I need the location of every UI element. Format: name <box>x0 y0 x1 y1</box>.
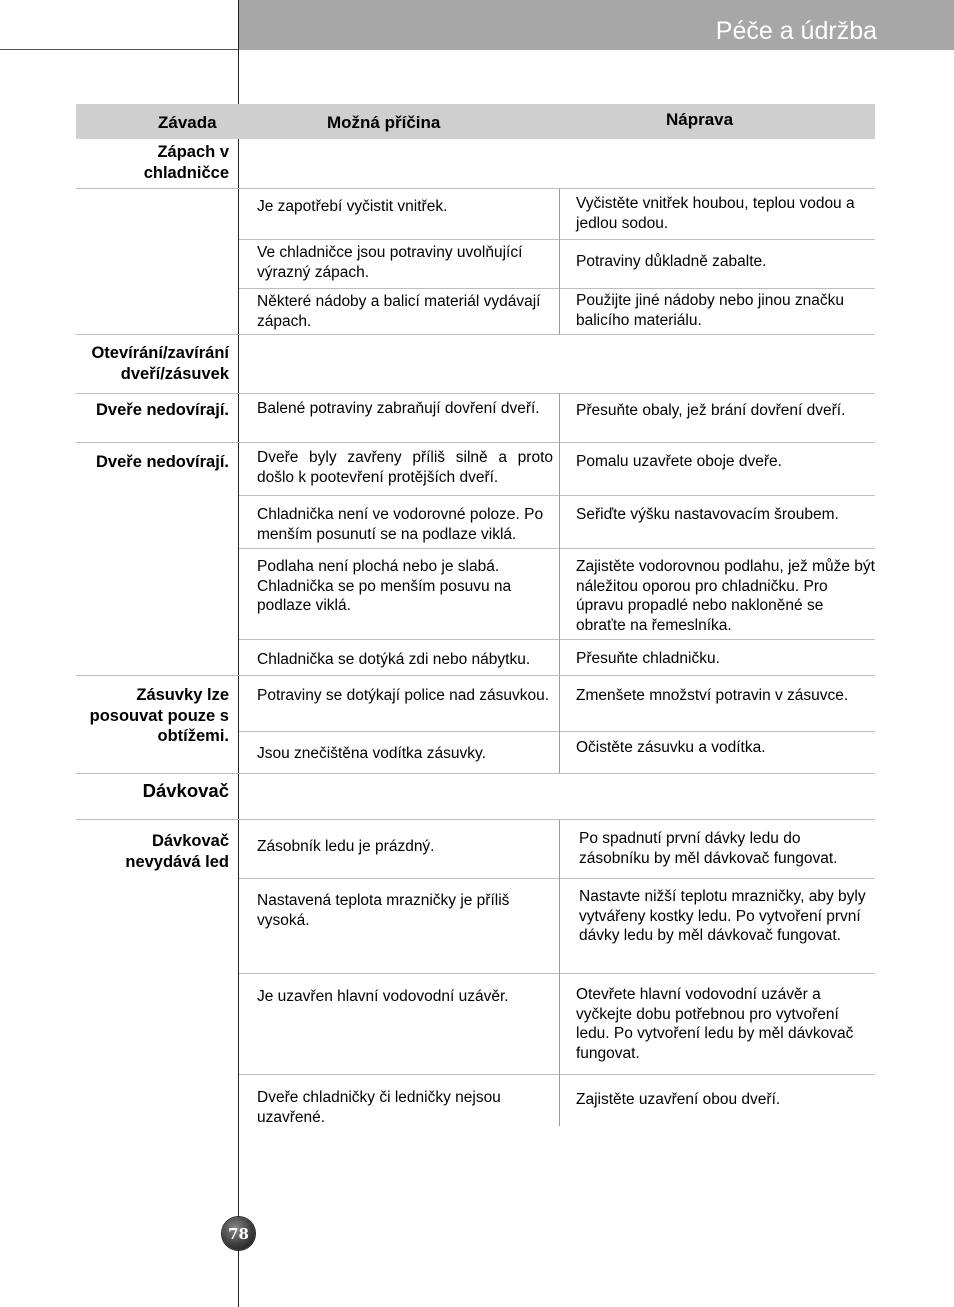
cause-cell: Chladnička se dotýká zdi nebo nábytku. <box>257 651 531 668</box>
row-divider <box>239 1074 875 1075</box>
cause-cell: Je zapotřebí vyčistit vnitřek. <box>257 198 448 215</box>
column-header-fault: Závada <box>158 113 217 132</box>
row-divider <box>239 639 875 640</box>
remedy-cell: Zajistěte uzavření obou dveří. <box>576 1091 781 1108</box>
remedy-cell: Očistěte zásuvku a vodítka. <box>576 739 766 756</box>
remedy-cell: Po spadnutí první dávky ledu do zásobníku by měl dávkovač fungovat. <box>579 830 838 867</box>
page-title: Péče a údržba <box>715 17 877 45</box>
row-divider <box>239 495 875 496</box>
column-divider <box>559 189 560 334</box>
column-header-remedy: Náprava <box>666 110 734 129</box>
row-divider <box>76 675 875 676</box>
margin-rule <box>238 0 239 1307</box>
cause-cell: Některé nádoby a balicí materiál vydávají zápach. <box>257 293 541 330</box>
remedy-cell: Vyčistěte vnitřek houbou, teplou vodou a jedlou sodou. <box>576 195 855 232</box>
row-divider <box>239 548 875 549</box>
row-divider <box>239 288 875 289</box>
row-divider <box>239 239 875 240</box>
cause-cell: Zásobník ledu je prázdný. <box>257 838 435 855</box>
remedy-cell: Otevřete hlavní vodovodní uzávěr a vyčkejte dobu potřebnou pro vytvoření ledu. Po vytvoření ledu by měl dávkovač fungovat. <box>576 986 854 1062</box>
row-divider <box>76 819 875 820</box>
table-header <box>76 104 875 139</box>
cause-cell: Balené potraviny zabraňují dovření dveří. <box>257 400 540 417</box>
fault-cell: Dveře nedovírají. <box>96 453 229 471</box>
remedy-cell: Pomalu uzavřete oboje dveře. <box>576 453 782 470</box>
row-divider <box>76 393 875 394</box>
row-divider <box>76 188 875 189</box>
header-rule <box>0 49 239 50</box>
page-number: 78 <box>228 1224 249 1243</box>
fault-cell: Dávkovač nevydává led <box>125 832 229 871</box>
section-title-odor: Zápach v chladničce <box>143 143 229 182</box>
cause-cell: Dveře byly zavřeny příliš silně a proto došlo k pootevření protějších dveří. <box>257 449 553 486</box>
page-number-badge <box>222 1217 255 1250</box>
section-title-doors: Otevírání/zavírání dveří/zásuvek <box>91 344 229 383</box>
row-divider <box>239 973 875 974</box>
row-divider <box>239 731 875 732</box>
header-bar <box>239 0 954 50</box>
remedy-cell: Přesuňte chladničku. <box>576 650 720 667</box>
remedy-cell: Zajistěte vodorovnou podlahu, jež může být náležitou oporou pro chladničku. Pro úpravu propadlé nebo nakloněné se obraťte na řemeslníka. <box>576 558 875 634</box>
row-divider <box>76 334 875 335</box>
column-divider <box>559 820 560 1126</box>
remedy-cell: Přesuňte obaly, jež brání dovření dveří. <box>576 402 846 419</box>
row-divider <box>239 878 875 879</box>
cause-cell: Podlaha není plochá nebo je slabá. Chladnička se po menším posuvu na podlaze viklá. <box>257 558 512 614</box>
column-divider <box>559 676 560 773</box>
column-divider <box>559 393 560 675</box>
cause-cell: Ve chladničce jsou potraviny uvolňující výrazný zápach. <box>257 244 523 281</box>
fault-cell: Zásuvky lze posouvat pouze s obtížemi. <box>89 686 229 745</box>
cause-cell: Je uzavřen hlavní vodovodní uzávěr. <box>257 988 509 1005</box>
cause-cell: Dveře chladničky či ledničky nejsou uzavřené. <box>257 1089 501 1126</box>
remedy-cell: Zmenšete množství potravin v zásuvce. <box>576 687 849 704</box>
cause-cell: Nastavená teplota mrazničky je příliš vysoká. <box>257 892 510 929</box>
remedy-cell: Použijte jiné nádoby nebo jinou značku balicího materiálu. <box>576 292 844 329</box>
column-header-cause: Možná příčina <box>327 113 441 132</box>
remedy-cell: Seřiďte výšku nastavovacím šroubem. <box>576 506 839 523</box>
row-divider <box>76 773 875 774</box>
remedy-cell: Potraviny důkladně zabalte. <box>576 253 767 270</box>
row-divider <box>76 442 875 443</box>
cause-cell: Potraviny se dotýkají police nad zásuvkou. <box>257 687 550 704</box>
cause-cell: Jsou znečištěna vodítka zásuvky. <box>257 745 486 762</box>
remedy-cell: Nastavte nižší teplotu mrazničky, aby byly vytvářeny kostky ledu. Po vytvoření první dávky ledu by měl dávkovač fungovat. <box>579 888 866 944</box>
cause-cell: Chladnička není ve vodorovné poloze. Po menším posunutí se na podlaze viklá. <box>257 506 544 543</box>
fault-cell: Dveře nedovírají. <box>96 401 229 419</box>
section-title-dispenser: Dávkovač <box>142 780 229 801</box>
